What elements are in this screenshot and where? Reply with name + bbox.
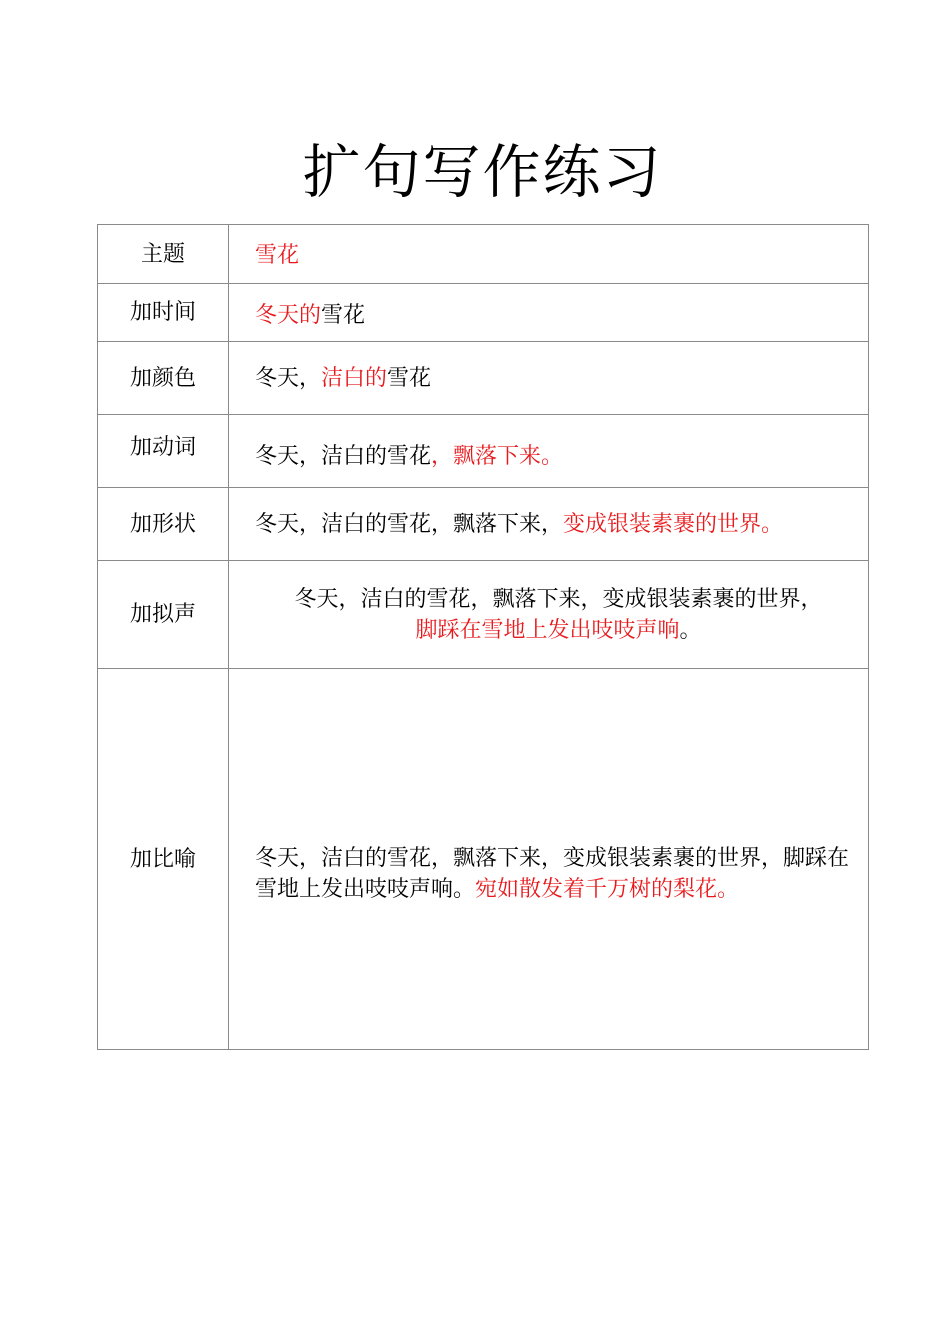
row-content [229, 342, 869, 415]
row-label: 加动词 [98, 415, 229, 488]
row-label: 主题 [98, 225, 229, 284]
row-label: 加颜色 [98, 342, 229, 415]
table-row [98, 669, 869, 1050]
row-label: 加拟声 [98, 561, 229, 669]
row-label: 加比喻 [98, 669, 229, 1050]
row-label: 加形状 [98, 488, 229, 561]
table-row [98, 415, 869, 488]
sentence-part: 雪花 [255, 242, 300, 268]
sentence-part: 。 [679, 617, 702, 643]
sentence-part: 变成银装素裹的世界。 [563, 511, 784, 537]
row-content [229, 415, 869, 488]
row-content [229, 284, 869, 342]
row-content [229, 488, 869, 561]
sentence-part: 冬天，洁白的雪花，飘落下来，变成银装素裹的世界，脚踩在雪地上发出吱吱声响。 [255, 846, 850, 902]
sentence-part: 宛如散发着千万树的梨花。 [475, 877, 740, 902]
sentence-part: 雪花 [387, 365, 432, 391]
page-title: 扩句写作练习 [302, 138, 663, 206]
sentence-part: 冬天，洁白的雪花，飘落下来， [255, 511, 564, 537]
table-row [98, 488, 869, 561]
sentence-part: ，飘落下来。 [431, 443, 564, 469]
table-row [98, 561, 869, 669]
expansion-table [97, 224, 869, 1050]
sentence-part: 雪花 [321, 303, 366, 328]
sentence-part: 冬天的 [255, 303, 322, 328]
row-content [229, 561, 869, 669]
table-row [98, 225, 869, 284]
sentence-part: 洁白的 [321, 365, 388, 391]
table-row [98, 342, 869, 415]
sentence-part: 冬天， [255, 365, 322, 391]
sentence-part: 冬天，洁白的雪花 [255, 443, 432, 469]
row-content [229, 225, 869, 284]
table-row [98, 284, 869, 342]
row-content [229, 669, 869, 1050]
sentence-part: 冬天，洁白的雪花，飘落下来，变成银装素裹的世界， [294, 586, 823, 612]
row-label: 加时间 [98, 284, 229, 342]
sentence-part: 脚踩在雪地上发出吱吱声响 [415, 617, 680, 643]
